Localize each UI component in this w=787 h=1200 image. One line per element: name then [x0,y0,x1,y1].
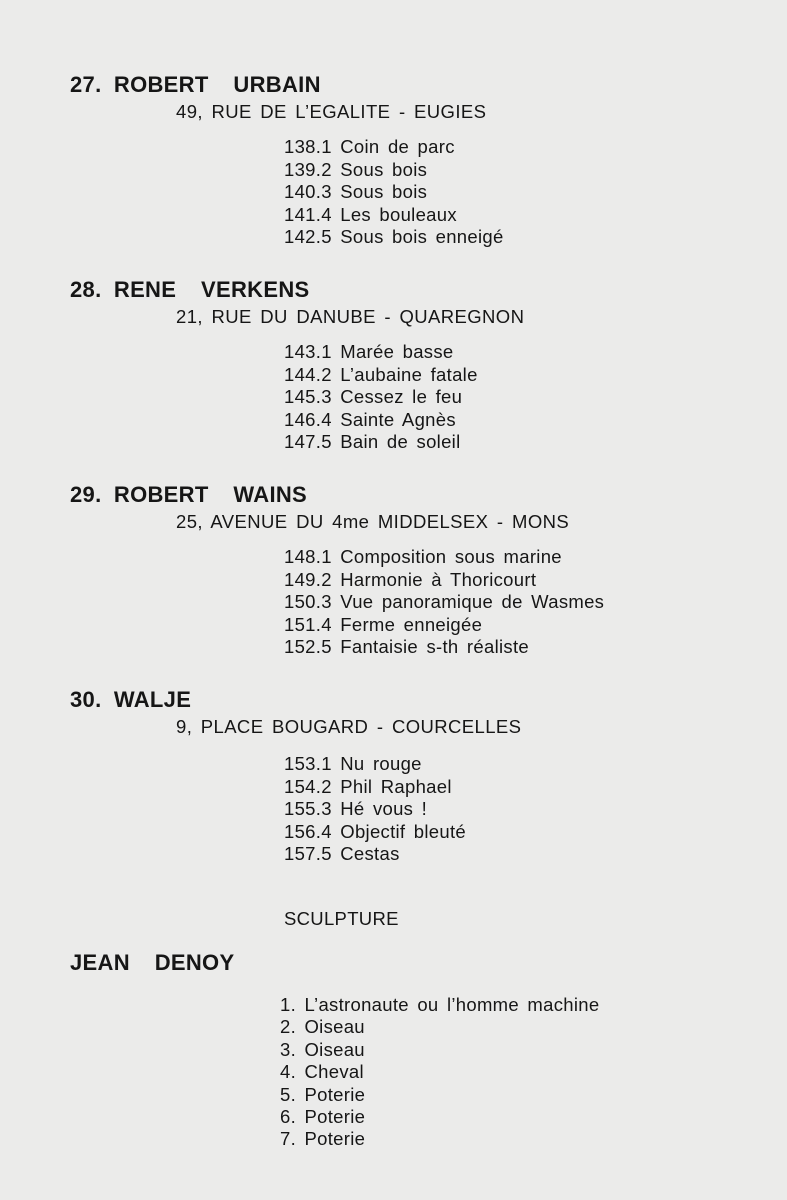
work-number: 141.4 [284,203,332,225]
work-number: 156.4 [284,820,332,842]
work-item [280,1106,599,1128]
work-item [280,994,599,1016]
work-item [284,226,504,249]
work-title: Fantaisie s-th réaliste [340,636,529,657]
work-number: 149.2 [284,568,332,590]
work-title: Poterie [304,1106,366,1128]
works-list [280,994,599,1151]
work-number: 153.1 [284,753,332,774]
work-item [284,569,604,592]
work-number: 5. [280,1083,297,1105]
work-title: Poterie [304,1083,366,1105]
work-item [284,364,524,387]
artist-name: 27. ROBERT URBAIN [70,72,321,97]
work-item [284,614,604,637]
artist-address: 9, PLACE BOUGARD - COURCELLES [176,716,522,737]
work-title: Bain de soleil [340,431,461,452]
work-item [284,821,521,844]
work-number: 4. [280,1061,297,1083]
work-item [284,636,604,659]
work-number: 7. [280,1128,297,1150]
work-item [284,776,521,799]
work-title: Nu rouge [340,753,422,774]
work-number: 155.3 [284,798,332,819]
work-number: 150.3 [284,591,332,612]
artist-name: 28. RENE VERKENS [70,277,310,302]
work-title: Oiseau [304,1016,365,1038]
work-item [284,431,524,454]
work-number: 2. [280,1016,297,1038]
work-number: 140.3 [284,181,332,202]
work-item [280,1128,599,1150]
work-number: 139.2 [284,158,332,180]
works-list [284,341,524,454]
sculptor-entry [70,950,599,1151]
work-title: Sous bois [340,158,428,180]
work-number: 144.2 [284,363,332,385]
work-title: Harmonie à Thoricourt [340,568,537,590]
work-title: Marée basse [340,341,454,362]
works-list [284,753,521,866]
work-number: 151.4 [284,613,332,635]
work-number: 154.2 [284,775,332,797]
work-item [284,843,521,866]
work-title: Sous bois enneigé [340,226,504,247]
work-item [280,1016,599,1038]
work-item [280,1039,599,1061]
work-item [284,159,504,182]
work-title: L’aubaine fatale [340,363,478,385]
work-number: 1. [280,994,297,1015]
works-list [284,136,504,249]
artist-name: 30. WALJE [70,687,192,712]
work-number: 3. [280,1038,297,1060]
works-list [284,546,604,659]
work-title: Cessez le feu [340,386,463,407]
artist-name: 29. ROBERT WAINS [70,482,308,507]
artist-entry [70,277,524,454]
work-item [284,386,524,409]
work-number: 138.1 [284,136,332,157]
work-number: 152.5 [284,636,332,657]
artist-entry [70,482,604,659]
section-title-sculpture: SCULPTURE [284,908,399,929]
work-number: 145.3 [284,386,332,407]
work-title: Sous bois [340,181,428,202]
work-title: Composition sous marine [340,546,562,567]
work-number: 6. [280,1106,297,1128]
work-title: Cheval [304,1061,364,1083]
work-item [284,341,524,364]
work-title: Les bouleaux [340,203,457,225]
work-title: Hé vous ! [340,798,428,819]
work-number: 143.1 [284,341,332,362]
artist-entry [70,72,504,249]
artist-entry [70,687,521,866]
artist-address: 49, RUE DE L’EGALITE - EUGIES [176,101,487,122]
work-number: 142.5 [284,226,332,247]
work-item [284,798,521,821]
work-number: 147.5 [284,431,332,452]
work-title: Cestas [340,843,400,864]
work-title: L’astronaute ou l’homme machine [304,994,600,1015]
work-title: Coin de parc [340,136,455,157]
work-item [280,1061,599,1083]
work-item [280,1084,599,1106]
work-number: 148.1 [284,546,332,567]
work-title: Oiseau [304,1038,365,1060]
work-title: Vue panoramique de Wasmes [340,591,605,612]
work-item [284,591,604,614]
work-item [284,136,504,159]
work-item [284,546,604,569]
work-item [284,181,504,204]
work-title: Objectif bleuté [340,820,467,842]
work-item [284,204,504,227]
artist-address: 25, AVENUE DU 4me MIDDELSEX - MONS [176,511,570,532]
work-item [284,753,521,776]
work-number: 157.5 [284,843,332,864]
work-title: Ferme enneigée [340,613,483,635]
work-title: Poterie [304,1128,366,1150]
work-item [284,409,524,432]
work-number: 146.4 [284,408,332,430]
work-title: Sainte Agnès [340,408,456,430]
artist-address: 21, RUE DU DANUBE - QUAREGNON [176,306,525,327]
work-title: Phil Raphael [340,775,452,797]
artist-name: JEAN DENOY [70,950,235,975]
